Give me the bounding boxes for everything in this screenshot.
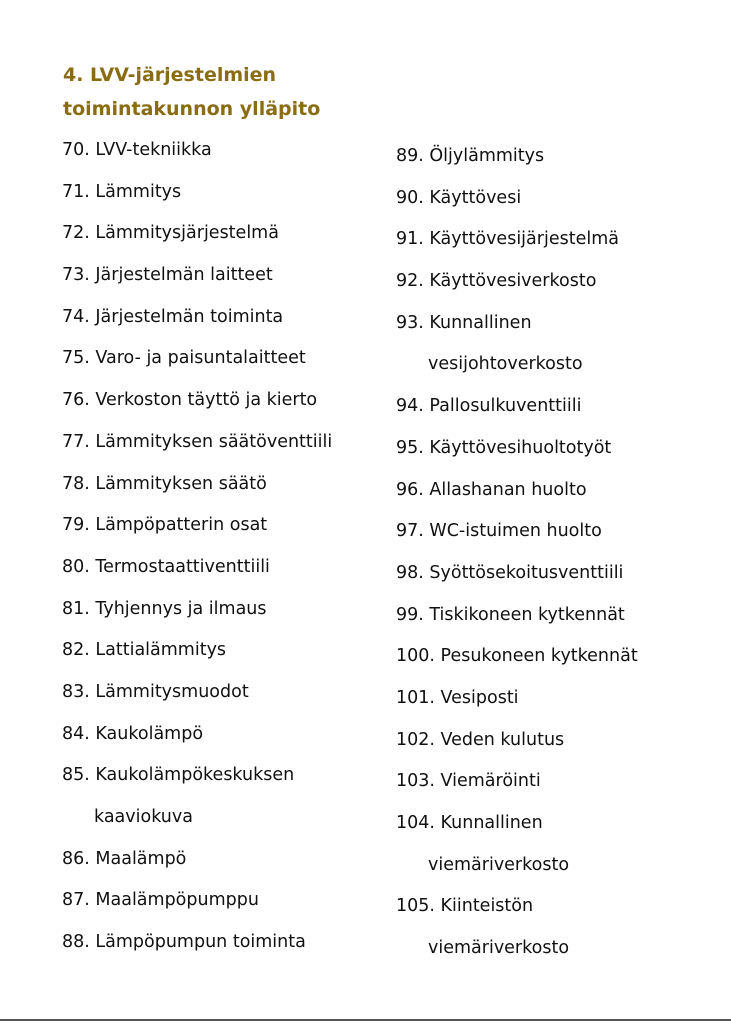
toc-entry-80: 80. Termostaattiventtiili (62, 556, 270, 577)
toc-entry-104: 104. Kunnallinen (396, 813, 543, 833)
toc-entry-74: 74. Järjestelmän toiminta (62, 306, 284, 327)
toc-entry-88: 88. Lämpöpumpun toiminta (62, 932, 306, 953)
toc-entry-81: 81. Tyhjennys ja ilmaus (62, 598, 267, 619)
toc-entry-70: 70. LVV-tekniikka (62, 140, 212, 160)
toc-entry-71: 71. Lämmitys (62, 181, 182, 202)
toc-entry-91: 91. Käyttövesijärjestelmä (396, 229, 619, 250)
toc-entry-76: 76. Verkoston täyttö ja kierto (62, 390, 318, 411)
toc-entry-95: 95. Käyttövesihuoltotyöt (396, 437, 612, 458)
toc-entry-96: 96. Allashanan huolto (396, 479, 587, 500)
toc-entry-77: 77. Lämmityksen säätöventtiili (62, 431, 333, 452)
toc-entry-78: 78. Lämmityksen säätö (62, 473, 267, 494)
toc-entry-100: 100. Pesukoneen kytkennät (396, 646, 638, 667)
toc-entry-101: 101. Vesiposti (396, 687, 519, 708)
toc-entry-86: 86. Maalämpö (62, 848, 187, 869)
toc-entry-87: 87. Maalämpöpumppu (62, 890, 259, 911)
toc-entry-105-continuation: viemäriverkosto (428, 938, 570, 959)
bottom-rule (0, 1019, 731, 1021)
section-heading-line-1: 4. LVV-järjestelmien (63, 64, 277, 86)
toc-entry-105: 105. Kiinteistön (396, 896, 534, 917)
toc-entry-102: 102. Veden kulutus (396, 729, 565, 750)
toc-entry-72: 72. Lämmitysjärjestelmä (62, 223, 279, 244)
toc-left-column (62, 130, 382, 964)
section-heading-line-2: toimintakunnon ylläpito (63, 98, 321, 120)
toc-entry-89: 89. Öljylämmitys (396, 146, 545, 166)
toc-entry-92: 92. Käyttövesiverkosto (396, 271, 597, 292)
section-heading (63, 58, 403, 126)
toc-entry-103: 103. Viemäröinti (396, 771, 541, 792)
toc-entry-75: 75. Varo- ja paisuntalaitteet (62, 348, 306, 369)
toc-entry-83: 83. Lämmitysmuodot (62, 681, 249, 702)
toc-entry-94: 94. Pallosulkuventtiili (396, 396, 582, 417)
toc-entry-73: 73. Järjestelmän laitteet (62, 265, 273, 286)
toc-entry-82: 82. Lattialämmitys (62, 640, 227, 661)
toc-entry-99: 99. Tiskikoneen kytkennät (396, 604, 625, 625)
toc-entry-93-continuation: vesijohtoverkosto (428, 354, 583, 375)
toc-entry-85-continuation: kaaviokuva (94, 807, 193, 827)
toc-entry-79: 79. Lämpöpatterin osat (62, 515, 268, 536)
toc-entry-98: 98. Syöttösekoitusventtiili (396, 562, 624, 583)
toc-entry-97: 97. WC-istuimen huolto (396, 521, 602, 542)
toc-entry-85: 85. Kaukolämpökeskuksen (62, 765, 295, 786)
toc-entry-84: 84. Kaukolämpö (62, 723, 204, 744)
toc-entry-93: 93. Kunnallinen (396, 312, 532, 333)
toc-entry-90: 90. Käyttövesi (396, 187, 522, 208)
toc-entry-104-continuation: viemäriverkosto (428, 854, 570, 875)
toc-right-column (396, 136, 716, 970)
